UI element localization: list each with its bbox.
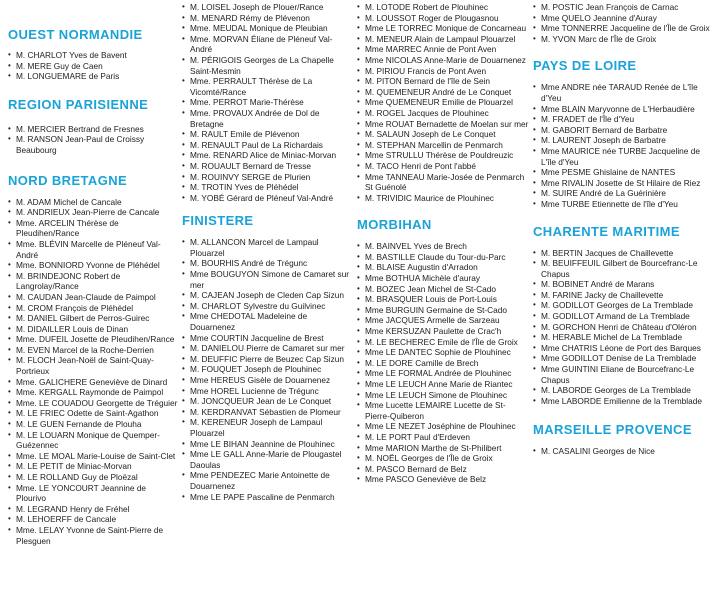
list-item: • M. ROUINVY SERGE de Plurien	[182, 172, 352, 183]
list-item: • M. TROTIN Yves de Pléhédel	[182, 182, 352, 193]
column-3	[357, 0, 529, 485]
list-item: • M. LE LOUARN Monique de Quemper-Guézennec	[8, 430, 178, 451]
region-morbihan	[357, 217, 529, 485]
name-list	[533, 248, 711, 407]
list-item: • M. BRASQUER Louis de Port-Louis	[357, 294, 529, 305]
list-item: • M. LOTODE Robert de Plouhinec	[357, 2, 529, 13]
column-2	[182, 0, 352, 502]
list-item: • Mme BOUGUYON Simone de Camaret sur mer	[182, 269, 352, 290]
list-item: • Mme. GALICHERE Geneviève de Dinard	[8, 377, 178, 388]
list-item: • Mme LE PAPE Pascaline de Penmarch	[182, 492, 352, 503]
list-item: • Mme TONNERRE Jacqueline de l'Île de Groix	[533, 23, 711, 34]
region-title: MARSEILLE PROVENCE	[533, 422, 692, 438]
region-title: OUEST NORMANDIE	[8, 27, 143, 42]
name-list	[357, 241, 529, 485]
list-item: • M. TACO Henri de Pont l'abbé	[357, 161, 529, 172]
list-item: • M. BERTIN Jacques de Chaillevette	[533, 248, 711, 259]
list-item: • M. LOISEL Joseph de Plouer/Rance	[182, 2, 352, 13]
list-item: • M. CASALINI Georges de Nice	[533, 446, 711, 457]
list-item: • M. PITON Bernard de l'île de Sein	[357, 76, 529, 87]
list-item: • M. LE FRIEC Odette de Saint-Agathon	[8, 408, 178, 419]
list-item: • M. ALLANCON Marcel de Lampaul Plouarzel	[182, 237, 352, 258]
list-item: • Mme NICOLAS Anne-Marie de Douarnenez	[357, 55, 529, 66]
list-item: • M. BAINVEL Yves de Brech	[357, 241, 529, 252]
list-item: • Mme STRULLU Thérèse de Pouldreuzic	[357, 150, 529, 161]
region-title: REGION PARISIENNE	[8, 96, 149, 112]
list-item: • Mme LABORDE Emilienne de la Tremblade	[533, 396, 711, 407]
list-item: • M. BASTILLE Claude du Tour-du-Parc	[357, 252, 529, 263]
list-item: • M. MENARD Rémy de Plévenon	[182, 13, 352, 24]
name-list	[182, 2, 352, 203]
list-item: • M. ANDRIEUX Jean-Pierre de Cancale	[8, 207, 178, 218]
list-item: • M. GODILLOT Armand de La Tremblade	[533, 311, 711, 322]
list-item: • M. MERE Guy de Caen	[8, 61, 178, 72]
list-item: • M. BRINDEJONC Robert de Langrolay/Rance	[8, 271, 178, 292]
name-list	[8, 50, 178, 82]
name-list	[533, 446, 711, 457]
list-item: • M. MENEUR Alain de Lampaul Plouarzel	[357, 34, 529, 45]
list-item: • M. TRIVIDIC Maurice de Plouhinec	[357, 193, 529, 204]
list-item: • M. PÉRIGOIS Georges de La Chapelle Saint-Mesmin	[182, 55, 352, 76]
list-item: • Mme KERSUZAN Paulette de Crac'h	[357, 326, 529, 337]
list-item: • M. RAULT Emile de Plévenon	[182, 129, 352, 140]
list-item: • M. PIRIOU Francis de Pont Aven	[357, 66, 529, 77]
list-item: • Mme. BLÉVIN Marcelle de Pléneuf Val-André	[8, 239, 178, 260]
list-item: • M. BLAISE Augustin d'Arradon	[357, 262, 529, 273]
name-list	[8, 197, 178, 547]
list-item: • M. DIDAILLER Louis de Dinan	[8, 324, 178, 335]
list-item: • Mme. LE YONCOURT Jeannine de Plourivo	[8, 483, 178, 504]
list-item: • M. BEUIFFEUIL Gilbert de Bourcefranc-Le Chapus	[533, 258, 711, 279]
list-item: • M. STEPHAN Marcellin de Penmarch	[357, 140, 529, 151]
list-item: • M. QUEMENEUR André de Le Conquet	[357, 87, 529, 98]
list-item: • M. LABORDE Georges de La Tremblade	[533, 385, 711, 396]
list-item: • M. RENAULT Paul de La Richardais	[182, 140, 352, 151]
list-item: • Mme HOREL Lucienne de Trégunc	[182, 386, 352, 397]
list-item: • M. LONGUEMARE de Paris	[8, 71, 178, 82]
region-title: PAYS DE LOIRE	[533, 58, 637, 74]
list-item: • M. YVON Marc de l'Île de Groix	[533, 34, 711, 45]
list-item: • Mme LE DANTEC Sophie de Plouhinec	[357, 347, 529, 358]
list-item: • M. BOBINET André de Marans	[533, 279, 711, 290]
region-nord-bretagne	[8, 173, 178, 547]
list-item: • Mme CHATRIS Léone de Port des Barques	[533, 343, 711, 354]
list-item: • M. GORCHON Henri de Château d'Oléron	[533, 322, 711, 333]
list-item: • Mme. KERGALL Raymonde de Paimpol	[8, 387, 178, 398]
list-item: • M. GODILLOT Georges de La Tremblade	[533, 300, 711, 311]
list-item: • Mme LE NEZET Joséphine de Plouhinec	[357, 421, 529, 432]
list-item: • M. DANIEL Gilbert de Perros-Guirec	[8, 313, 178, 324]
list-item: • M. DEUFFIC Pierre de Beuzec Cap Sizun	[182, 354, 352, 365]
list-item: • M. JONCQUEUR Jean de Le Conquet	[182, 396, 352, 407]
name-list	[182, 237, 352, 502]
list-item: • M. YOBÉ Gérard de Pléneuf Val-André	[182, 193, 352, 204]
name-list	[533, 2, 711, 44]
list-item: • M. BOZEC Jean Michel de St-Cado	[357, 284, 529, 295]
list-item: • M. LEGRAND Henry de Fréhel	[8, 504, 178, 515]
list-item: • M. FLOCH Jean-Noël de Saint-Quay-Portrieux	[8, 355, 178, 376]
name-list	[357, 2, 529, 203]
list-item: • M. LE ROLLAND Guy de Ploëzal	[8, 472, 178, 483]
list-item: • M. LE PORT Paul d'Erdeven	[357, 432, 529, 443]
list-item: • M. ROGEL Jacques de Plouhinec	[357, 108, 529, 119]
list-item: • Mme. BONNIORD Yvonne de Pléhédel	[8, 260, 178, 271]
list-item: • M. NOËL Georges de l'Île de Groix	[357, 453, 529, 464]
region-ouest-normandie	[8, 27, 178, 82]
region-region-parisienne	[8, 97, 178, 156]
list-item: • Mme MAURICE née TURBE Jacqueline de L'île d'Yeu	[533, 146, 711, 167]
list-item: • M. GABORIT Bernard de Barbatre	[533, 125, 711, 136]
list-item: • M. LEHOERFF de Cancale	[8, 514, 178, 525]
list-item: • M. FARINE Jacky de Chaillevette	[533, 290, 711, 301]
list-item: • Mme LE TORREC Monique de Concarneau	[357, 23, 529, 34]
list-item: • Mme ROUAT Bernadette de Moelan sur mer	[357, 119, 529, 130]
list-item: • M. CAUDAN Jean-Claude de Paimpol	[8, 292, 178, 303]
list-item: • M. ADAM Michel de Cancale	[8, 197, 178, 208]
list-item: • Mme PESME Ghislaine de NANTES	[533, 167, 711, 178]
list-item: • Mme. RENARD Alice de Miniac-Morvan	[182, 150, 352, 161]
list-item: • M. HERABLE Michel de La Tremblade	[533, 332, 711, 343]
list-item: • Mme. PERRAULT Thérèse de La Vicomté/Rance	[182, 76, 352, 97]
list-item: • M. RANSON Jean-Paul de Croissy Beaubourg	[8, 134, 178, 155]
region-title: FINISTERE	[182, 213, 254, 229]
list-item: • M. LE PETIT de Miniac-Morvan	[8, 461, 178, 472]
column-1	[8, 0, 178, 546]
list-item: • M. LE DORE Camille de Brech	[357, 358, 529, 369]
region-morbihan-continued	[533, 2, 711, 44]
region-charente-maritime	[533, 224, 711, 407]
list-item: • Mme MARION Marthe de St-Philibert	[357, 443, 529, 454]
list-item: • Mme TANNEAU Marie-Josée de Penmarch St Guénolé	[357, 172, 529, 193]
list-item: • Mme JACQUES Armelle de Sarzeau	[357, 315, 529, 326]
list-item: • M. LAURENT Joseph de Barbatre	[533, 135, 711, 146]
list-item: • M. CAJEAN Joseph de Cleden Cap Sizun	[182, 290, 352, 301]
list-item: • M. FOUQUET Joseph de Plouhinec	[182, 364, 352, 375]
list-item: • Mme GUINTINI Eliane de Bourcefranc-Le Chapus	[533, 364, 711, 385]
list-item: • M. KERENEUR Joseph de Lampaul Plouarzel	[182, 417, 352, 438]
column-4	[533, 0, 711, 457]
name-list	[533, 82, 711, 209]
list-item: • Mme RIVALIN Josette de St Hilaire de Riez	[533, 178, 711, 189]
region-finistere	[182, 213, 352, 502]
list-item: • Mme GODILLOT Denise de La Tremblade	[533, 353, 711, 364]
region-nord-bretagne-continued	[182, 2, 352, 203]
list-item: • M. KERDRANVAT Sébastien de Plomeur	[182, 407, 352, 418]
list-item: • Mme. MORVAN Éliane de Pléneuf Val-André	[182, 34, 352, 55]
region-marseille-provence	[533, 422, 711, 457]
list-item: • Mme. LE MOAL Marie-Louise de Saint-Clet	[8, 451, 178, 462]
list-item: • M. ROUAULT Bernard de Tresse	[182, 161, 352, 172]
list-item: • M. CHARLOT Sylvestre du Guilvinec	[182, 301, 352, 312]
name-list	[8, 124, 178, 156]
list-item: • Mme LE GALL Anne-Marie de Plougastel Daoulas	[182, 449, 352, 470]
list-item: • Mme LE FORMAL Andrée de Plouhinec	[357, 368, 529, 379]
region-title: NORD BRETAGNE	[8, 172, 128, 188]
list-item: • M. BOURHIS André de Trégunc	[182, 258, 352, 269]
list-item: • M. LE BECHEREC Emile de l'Île de Groix	[357, 337, 529, 348]
region-finistere-continued	[357, 2, 529, 203]
list-item: • Mme. ARCELIN Thérèse de Pleudihen/Rance	[8, 218, 178, 239]
list-item: • M. MERCIER Bertrand de Fresnes	[8, 124, 178, 135]
list-item: • Mme BURGUIN Germaine de St-Cado	[357, 305, 529, 316]
list-item: • Mme ANDRE née TARAUD Renée de L'île d'Yeu	[533, 82, 711, 103]
region-title: MORBIHAN	[357, 217, 432, 233]
list-item: • Mme PENDEZEC Marie Antoinette de Douarnenez	[182, 470, 352, 491]
list-item: • M. CHARLOT Yves de Bavent	[8, 50, 178, 61]
list-item: • Mme BOTHUA Michèle d'auray	[357, 273, 529, 284]
list-item: • Mme. MEUDAL Monique de Pleubian	[182, 23, 352, 34]
list-item: • Mme. LELAY Yvonne de Saint-Pierre de Plesguen	[8, 525, 178, 546]
list-item: • Mme CHEDOTAL Madeleine de Douarnenez	[182, 311, 352, 332]
list-item: • Mme QUELO Jeannine d'Auray	[533, 13, 711, 24]
list-item: • Mme. PERROT Marie-Thérèse	[182, 97, 352, 108]
list-item: • Mme TURBE Etiennette de l'île d'Yeu	[533, 199, 711, 210]
list-item: • M. LE GUEN Fernande de Plouha	[8, 419, 178, 430]
list-item: • M. CROM François de Pléhédel	[8, 303, 178, 314]
list-item: • M. PASCO Bernard de Belz	[357, 464, 529, 475]
list-item: • Mme QUEMENEUR Emilie de Plouarzel	[357, 97, 529, 108]
list-item: • M. DANIELOU Pierre de Camaret sur mer	[182, 343, 352, 354]
list-item: • Mme LE LEUCH Simone de Plouhinec	[357, 390, 529, 401]
list-item: • M. SUIRE André de La Guérinière	[533, 188, 711, 199]
list-item: • M. FRADET de l'Île d'Yeu	[533, 114, 711, 125]
list-item: • Mme LE BIHAN Jeannine de Plouhinec	[182, 439, 352, 450]
list-item: • Mme. PROVAUX Andrée de Dol de Bretagne	[182, 108, 352, 129]
list-item: • Mme. DUFEIL Josette de Pleudihen/Rance	[8, 334, 178, 345]
list-item: • M. EVEN Marcel de la Roche-Derrien	[8, 345, 178, 356]
list-item: • M. LOUSSOT Roger de Plougasnou	[357, 13, 529, 24]
list-item: • M. POSTIC Jean François de Carnac	[533, 2, 711, 13]
list-item: • Mme PASCO Geneviève de Belz	[357, 474, 529, 485]
region-title: CHARENTE MARITIME	[533, 223, 680, 239]
list-item: • Mme COURTIN Jacqueline de Brest	[182, 333, 352, 344]
list-item: • Mme LE LEUCH Anne Marie de Riantec	[357, 379, 529, 390]
list-item: • Mme. LE COUADOU Georgette de Tréguier	[8, 398, 178, 409]
list-item: • Mme Lucette LEMAIRE Lucette de St-Pierre-Quiberon	[357, 400, 529, 421]
list-item: • Mme HEREUS Gisèle de Douarnenez	[182, 375, 352, 386]
list-item: • M. SALAUN Joseph de Le Conquet	[357, 129, 529, 140]
list-item: • Mme BLAIN Maryvonne de L'Herbaudière	[533, 104, 711, 115]
region-pays-de-loire	[533, 58, 711, 209]
list-item: • Mme MARREC Annie de Pont Aven	[357, 44, 529, 55]
